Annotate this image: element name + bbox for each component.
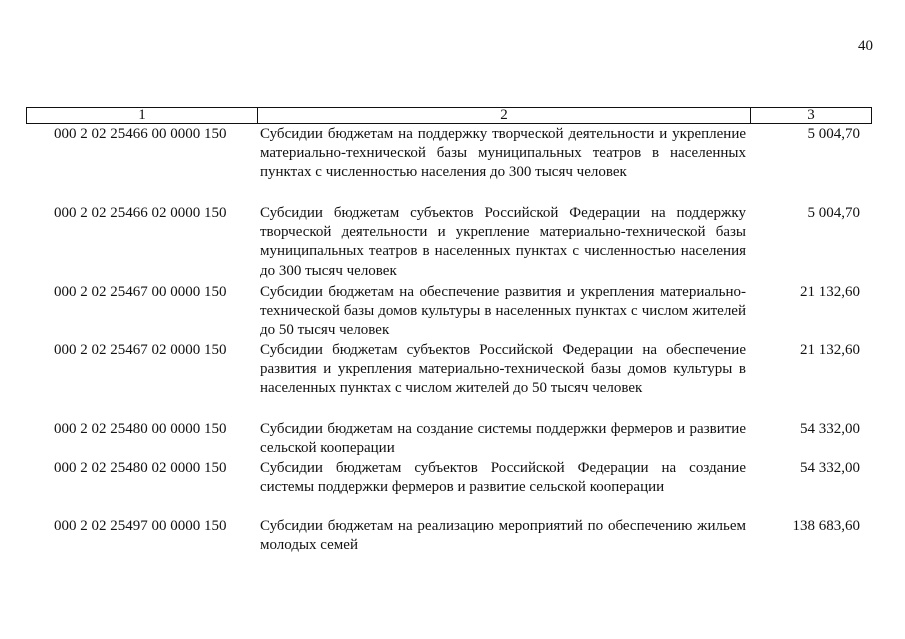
row-code: 000 2 02 25466 02 0000 150 [54,205,227,221]
row-amount: 21 132,60 [800,342,860,358]
row-description: Субсидии бюджетам на создание системы поддержки фермеров и развитие сельской кооперации [260,421,746,457]
row-code: 000 2 02 25467 02 0000 150 [54,342,227,358]
row-description: Субсидии бюджетам на поддержку творческой деятельности и укрепление материально-технической базы муниципальных театров в населенных пунктах с численностью населения до 300 тысяч человек [260,126,746,181]
row-code: 000 2 02 25480 02 0000 150 [54,460,227,476]
row-description: Субсидии бюджетам на обеспечение развития и укрепления материально-технической базы домов культуры в населенных пунктах с числом жителей до 50 тысяч человек [260,284,746,339]
row-amount: 5 004,70 [807,126,860,142]
row-amount: 21 132,60 [800,284,860,300]
row-amount: 138 683,60 [792,518,860,534]
header-col-3: 3 [807,107,815,123]
row-code: 000 2 02 25497 00 0000 150 [54,518,227,534]
header-col-1: 1 [27,108,258,123]
row-code: 000 2 02 25480 00 0000 150 [54,421,227,437]
table-header [26,107,872,124]
page-number: 40 [858,38,873,54]
row-description: Субсидии бюджетам субъектов Российской Федерации на создание системы поддержки фермеров и развитие сельской кооперации [260,460,746,496]
header-col-2: 2 [258,108,751,123]
row-amount: 5 004,70 [807,205,860,221]
row-code: 000 2 02 25467 00 0000 150 [54,284,227,300]
row-description: Субсидии бюджетам субъектов Российской Федерации на поддержку творческой деятельности и укрепление материально-технической базы муниципальных театров в населенных пунктах с численностью населения до 300 тысяч человек [260,205,746,279]
row-description: Субсидии бюджетам субъектов Российской Федерации на обеспечение развития и укрепления материально-технической базы домов культуры в населенных пунктах с числом жителей до 50 тысяч человек [260,342,746,397]
row-code: 000 2 02 25466 00 0000 150 [54,126,227,142]
row-amount: 54 332,00 [800,460,860,476]
row-amount: 54 332,00 [800,421,860,437]
row-description: Субсидии бюджетам на реализацию мероприятий по обеспечению жильем молодых семей [260,518,746,554]
